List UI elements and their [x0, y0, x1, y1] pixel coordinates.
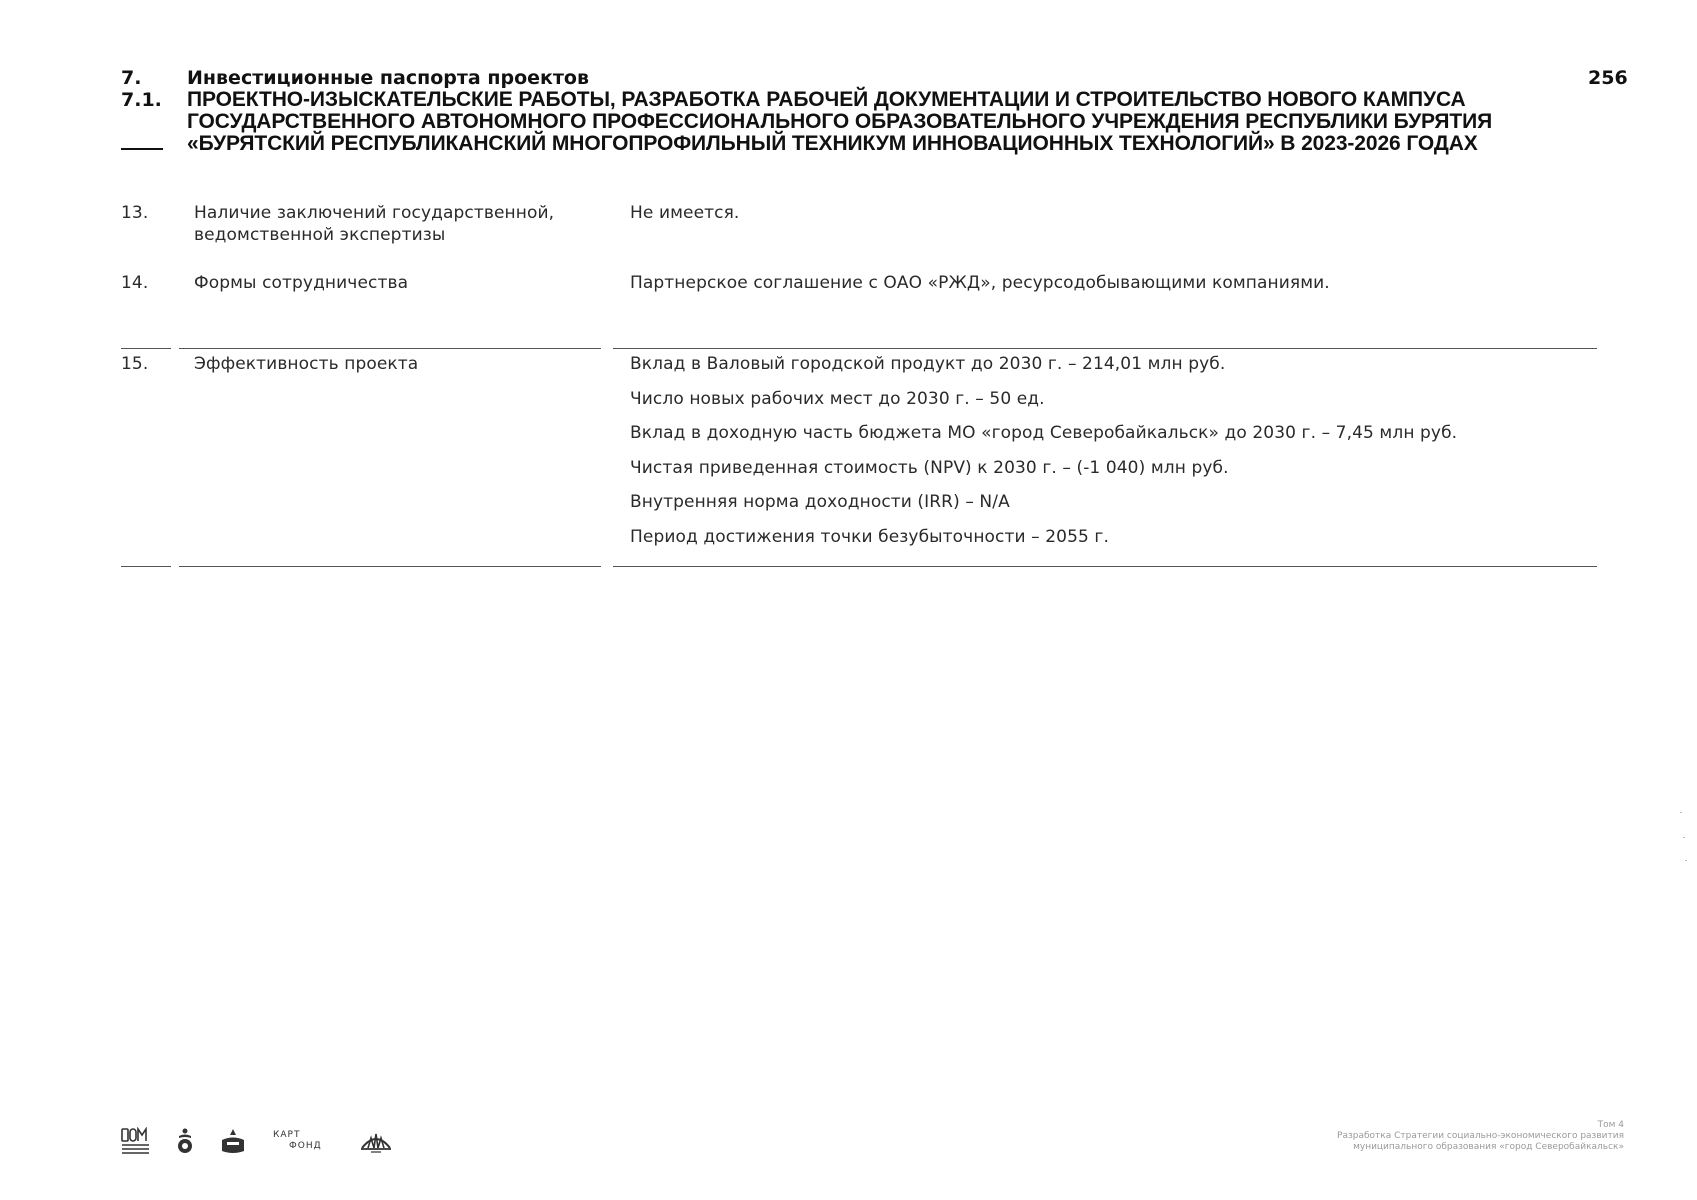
row-14-label: Формы сотрудничества	[194, 273, 409, 293]
footer-logos	[121, 1126, 393, 1156]
row-divider-label-col	[179, 348, 601, 349]
row-14-value: Партнерское соглашение с ОАО «РЖД», ресурсодобывающими компаниями.	[630, 273, 1330, 293]
header-marker-rule	[121, 148, 163, 150]
row-15-value-item: Вклад в доходную часть бюджета МО «город Северобайкальск» до 2030 г. – 7,45 млн руб.	[630, 423, 1458, 443]
kart-fond-line-1: КАРТ	[273, 1130, 301, 1140]
page-title-line-1: ПРОЕКТНО-ИЗЫСКАТЕЛЬСКИЕ РАБОТЫ, РАЗРАБОТКА РАБОЧЕЙ ДОКУМЕНТАЦИИ И СТРОИТЕЛЬСТВО НОВОГО КАМПУСА	[187, 88, 1466, 111]
section-title: Инвестиционные паспорта проектов	[187, 67, 590, 89]
row-13-value: Не имеется.	[630, 203, 740, 223]
row-15-number: 15.	[121, 354, 149, 374]
row-divider-number-col	[121, 348, 171, 349]
row-13-label-line-1: Наличие заключений государственной,	[194, 203, 555, 223]
page-title-line-2: ГОСУДАРСТВЕННОГО АВТОНОМНОГО ПРОФЕССИОНАЛЬНОГО ОБРАЗОВАТЕЛЬНОГО УЧРЕЖДЕНИЯ РЕСПУБЛИКИ БУРЯТИЯ	[187, 110, 1493, 133]
row-15-value-item: Число новых рабочих мест до 2030 г. – 50 ед.	[630, 388, 1045, 409]
edge-mark	[1685, 860, 1687, 861]
kart-fond-line-2: ФОНД	[289, 1141, 322, 1151]
footer-note-line-3: муниципального образования «город Северобайкальск»	[1353, 1142, 1624, 1152]
section-number: 7.	[121, 67, 142, 89]
dom-rf-logo	[121, 1127, 151, 1155]
region-emblem-logo	[219, 1127, 247, 1155]
table-bottom-rule-label-col	[179, 566, 601, 567]
severobaykalsk-logo	[359, 1126, 393, 1156]
page-number: 256	[1588, 67, 1628, 89]
footer-note-line-2: Разработка Стратегии социально-экономического развития	[1337, 1131, 1624, 1141]
row-13-label-line-2: ведомственной экспертизы	[194, 225, 446, 245]
kart-fond-logo	[271, 1130, 335, 1152]
table-bottom-rule-number-col	[121, 566, 171, 567]
table-bottom-rule-value-col	[613, 566, 1597, 567]
row-13-label	[194, 202, 554, 246]
footer-note	[1204, 1120, 1624, 1153]
row-15-label: Эффективность проекта	[194, 354, 419, 374]
page-title	[187, 89, 1492, 155]
row-divider-value-col	[613, 348, 1597, 349]
row-14-number: 14.	[121, 273, 149, 293]
edge-mark	[1680, 812, 1682, 813]
row-15-value-item: Чистая приведенная стоимость (NPV) к 2030 г. – (-1 040) млн руб.	[630, 457, 1229, 478]
row-15-value-item: Вклад в Валовый городской продукт до 2030 г. – 214,01 млн руб.	[630, 354, 1226, 374]
page-title-line-3: «БУРЯТСКИЙ РЕСПУБЛИКАНСКИЙ МНОГОПРОФИЛЬНЫЙ ТЕХНИКУМ ИННОВАЦИОННЫХ ТЕХНОЛОГИЙ» В 2023-2026 ГОДАХ	[187, 132, 1478, 155]
edge-mark	[1683, 837, 1685, 838]
subsection-number: 7.1.	[121, 89, 162, 111]
buryatia-emblem-logo	[175, 1127, 195, 1155]
row-15-value-item: Период достижения точки безубыточности – 2055 г.	[630, 526, 1109, 547]
row-13-number: 13.	[121, 203, 149, 223]
row-15-value-list	[630, 353, 1457, 548]
row-15-value-item: Внутренняя норма доходности (IRR) – N/A	[630, 492, 1010, 512]
footer-note-line-1: Том 4	[1597, 1120, 1624, 1130]
